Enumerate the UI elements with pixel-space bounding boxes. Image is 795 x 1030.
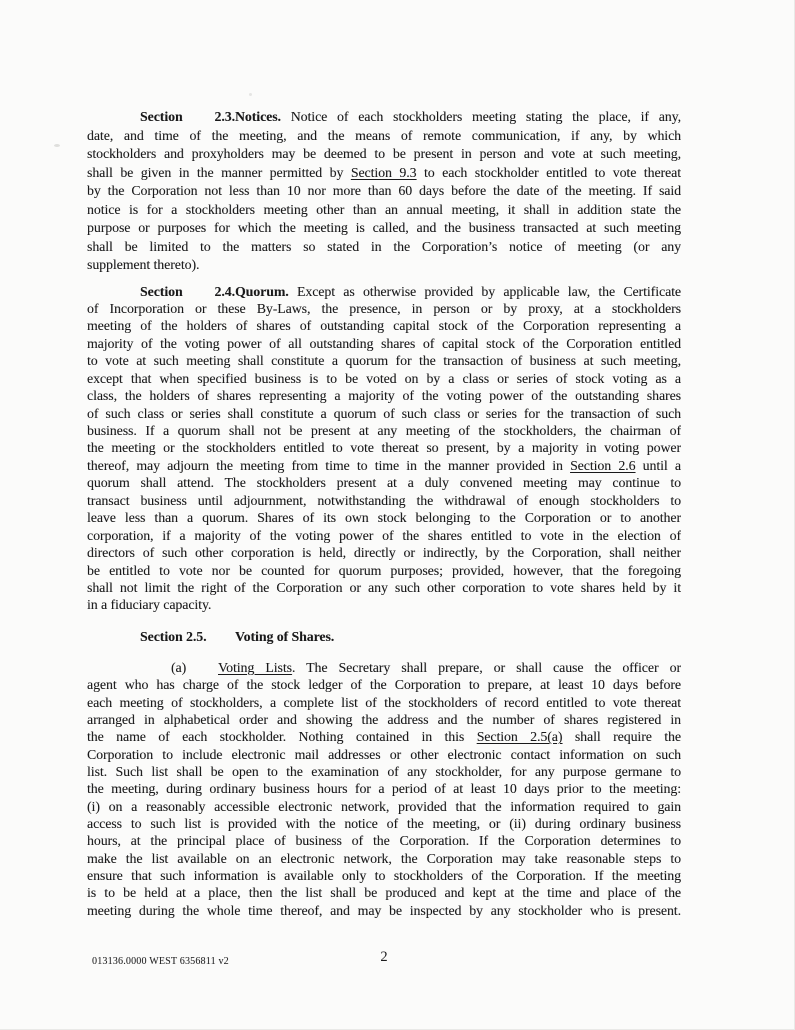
text-line (87, 780, 681, 797)
text-run: majority of the voting power of all outstanding shares of capital stock of the Corporation entitled (87, 335, 681, 351)
text-line (87, 832, 681, 849)
text-run: is to be held at a place, then the list shall be produced and kept at the time and place of the (87, 885, 681, 901)
text-line (87, 283, 681, 300)
text-run: shall not limit the right of the Corporation or any such other corporation to vote shares held by it (87, 579, 681, 595)
text-line (87, 238, 681, 257)
text-run: shall be limited to the matters so stated in the Corporation’s notice of meeting (or any (87, 238, 681, 254)
cross-reference: Section 9.3 (350, 164, 417, 180)
text-line (87, 527, 681, 544)
text-run: access to such list is provided with the notice of the meeting, or (ii) during ordinary business (87, 815, 681, 831)
text-run: shall be given in the manner permitted by (87, 164, 351, 180)
section-2-5-heading (87, 628, 681, 646)
text-line (87, 439, 681, 456)
text-run: purpose or purposes for which the meeting is called, and the business transacted at such meeting (87, 220, 681, 235)
section-label: Notices. (235, 109, 281, 124)
text-run: stockholders and proxyholders may be deemed to be present in person and vote at such meeting, (87, 146, 681, 161)
cross-reference: Section 2.6 (570, 457, 636, 473)
text-line (87, 182, 681, 201)
text-run: the meeting or the stockholders entitled to vote thereat so present, by a majority in voting power (87, 440, 681, 456)
text-run: Notice of each stockholders meeting stating the place, if any, (280, 109, 681, 124)
text-line (87, 201, 681, 220)
text-run: to each stockholder entitled to vote thereat (416, 164, 681, 180)
text-run: the name of each stockholder. Nothing contained in this (87, 729, 477, 745)
text-run: Except as otherwise provided by applicable law, the Certificate (288, 283, 681, 299)
text-run: directors of such other corporation is held, directly or indirectly, by the Corporation, shall neither (87, 545, 681, 561)
text-line (87, 694, 681, 711)
section-label: Voting of Shares. (235, 628, 335, 644)
text-run: notice is for a stockholders meeting other than an annual meeting, it shall in addition state the (87, 201, 681, 217)
text-run: transact business until adjournment, notwithstanding the withdrawal of enough stockholders to (87, 492, 681, 508)
cross-reference: Voting Lists (218, 659, 292, 675)
text-line (87, 405, 681, 422)
text-line (87, 628, 681, 646)
text-line (87, 867, 681, 884)
text-line (87, 256, 681, 275)
text-line (87, 815, 681, 832)
text-line (87, 422, 681, 439)
text-run: ensure that such information is available only to stockholders of the Corporation. If the meeting (87, 867, 681, 883)
text-line (87, 317, 681, 334)
text-run: except that when specified business is to be voted on by a class or series of stock voting as a (87, 370, 681, 386)
text-line (87, 509, 681, 526)
text-line (87, 902, 681, 919)
text-line (87, 676, 681, 693)
text-run: . The Secretary shall prepare, or shall cause the officer or (291, 659, 681, 675)
text-line (87, 544, 681, 561)
text-line (87, 596, 681, 613)
section-label: Section 2.4. (140, 283, 235, 299)
text-line (87, 164, 681, 183)
text-run: in a fiduciary capacity. (87, 597, 212, 613)
footer-page-number: 2 (380, 949, 388, 965)
text-run: (i) on a reasonably accessible electronic network, provided that the information required to gain (87, 798, 681, 814)
cross-reference: Section 2.5(a) (476, 729, 563, 745)
text-line (87, 798, 681, 815)
text-line (87, 108, 681, 127)
text-line (87, 145, 681, 164)
text-run: business. If a quorum shall not be present at any meeting of the stockholders, the chairman of (87, 423, 681, 438)
text-run: date, and time of the meeting, and the means of remote communication, if any, by which (87, 127, 681, 143)
text-run: the meeting, during ordinary business hours for a period of at least 10 days prior to the meeting: (87, 781, 681, 797)
text-line (87, 711, 681, 728)
section-label: Quorum. (235, 283, 289, 299)
text-line (87, 884, 681, 901)
document-body (87, 0, 681, 919)
text-line (87, 335, 681, 352)
text-run: list. Such list shall be open to the examination of any stockholder, for any purpose germane to (87, 763, 681, 779)
text-run: be entitled to vote nor be counted for quorum purposes; provided, however, that the foregoing (87, 562, 681, 578)
section-2-5a-voting-lists-paragraph (87, 659, 681, 919)
text-line (87, 746, 681, 763)
section-label: Section 2.3. (140, 109, 235, 124)
text-line (87, 127, 681, 146)
text-run: arranged in alphabetical order and showing the address and the number of shares registered in (87, 711, 681, 727)
text-line (87, 457, 681, 474)
text-run: meeting during the whole time thereof, and may be inspected by any stockholder who is present. (87, 902, 681, 918)
text-run: quorum shall attend. The stockholders present at a duly convened meeting may continue to (87, 475, 681, 491)
text-line (87, 579, 681, 596)
text-run: agent who has charge of the stock ledger of the Corporation to prepare, at least 10 days before (87, 677, 681, 693)
scan-artifact (54, 144, 60, 147)
text-line (87, 492, 681, 509)
text-run: hours, at the principal place of business of the Corporation. If the Corporation determines to (87, 833, 681, 849)
text-line (87, 728, 681, 745)
text-line (87, 562, 681, 579)
text-run: supplement thereto). (87, 257, 200, 272)
footer-doc-number: 013136.0000 WEST 6356811 v2 (92, 956, 229, 967)
text-run: (a) (171, 659, 187, 675)
text-line (87, 219, 681, 238)
text-run: Corporation to include electronic mail addresses or other electronic contact information on such (87, 746, 681, 762)
text-run: until a (635, 457, 681, 473)
text-run: leave less than a quorum. Shares of its own stock belonging to the Corporation or to another (87, 510, 681, 526)
text-run: class, the holders of shares representing a majority of the voting power of the outstanding shares (87, 388, 681, 404)
text-run: of Incorporation or these By-Laws, the presence, in person or by proxy, at a stockholders (87, 300, 681, 316)
text-run: meeting of the holders of shares of outstanding capital stock of the Corporation representing a (87, 318, 681, 334)
section-label: Section 2.5. (140, 628, 207, 644)
text-line (87, 850, 681, 867)
text-line (87, 659, 681, 676)
text-run: by the Corporation not less than 10 nor more than 60 days before the date of the meeting. If said (87, 183, 681, 198)
text-line (87, 300, 681, 317)
text-run: thereof, may adjourn the meeting from time to time in the manner provided in (87, 457, 571, 473)
text-line (87, 387, 681, 404)
text-line (87, 474, 681, 491)
text-run: of such class or series shall constitute a quorum of such class or series for the transaction of such (87, 405, 681, 421)
section-2-4-quorum-paragraph (87, 283, 681, 614)
text-run: make the list available on an electronic network, the Corporation may take reasonable steps to (87, 850, 681, 866)
text-line (87, 352, 681, 369)
section-2-3-notices-paragraph (87, 108, 681, 275)
text-line (87, 370, 681, 387)
text-run: each meeting of stockholders, a complete list of the stockholders of record entitled to vote thereat (87, 694, 681, 710)
text-run: shall require the (562, 729, 681, 745)
text-line (87, 763, 681, 780)
text-run: to vote at such meeting shall constitute a quorum for the transaction of business at such meeting, (87, 353, 681, 369)
text-run: corporation, if a majority of the voting power of the shares entitled to vote in the election of (87, 527, 681, 543)
